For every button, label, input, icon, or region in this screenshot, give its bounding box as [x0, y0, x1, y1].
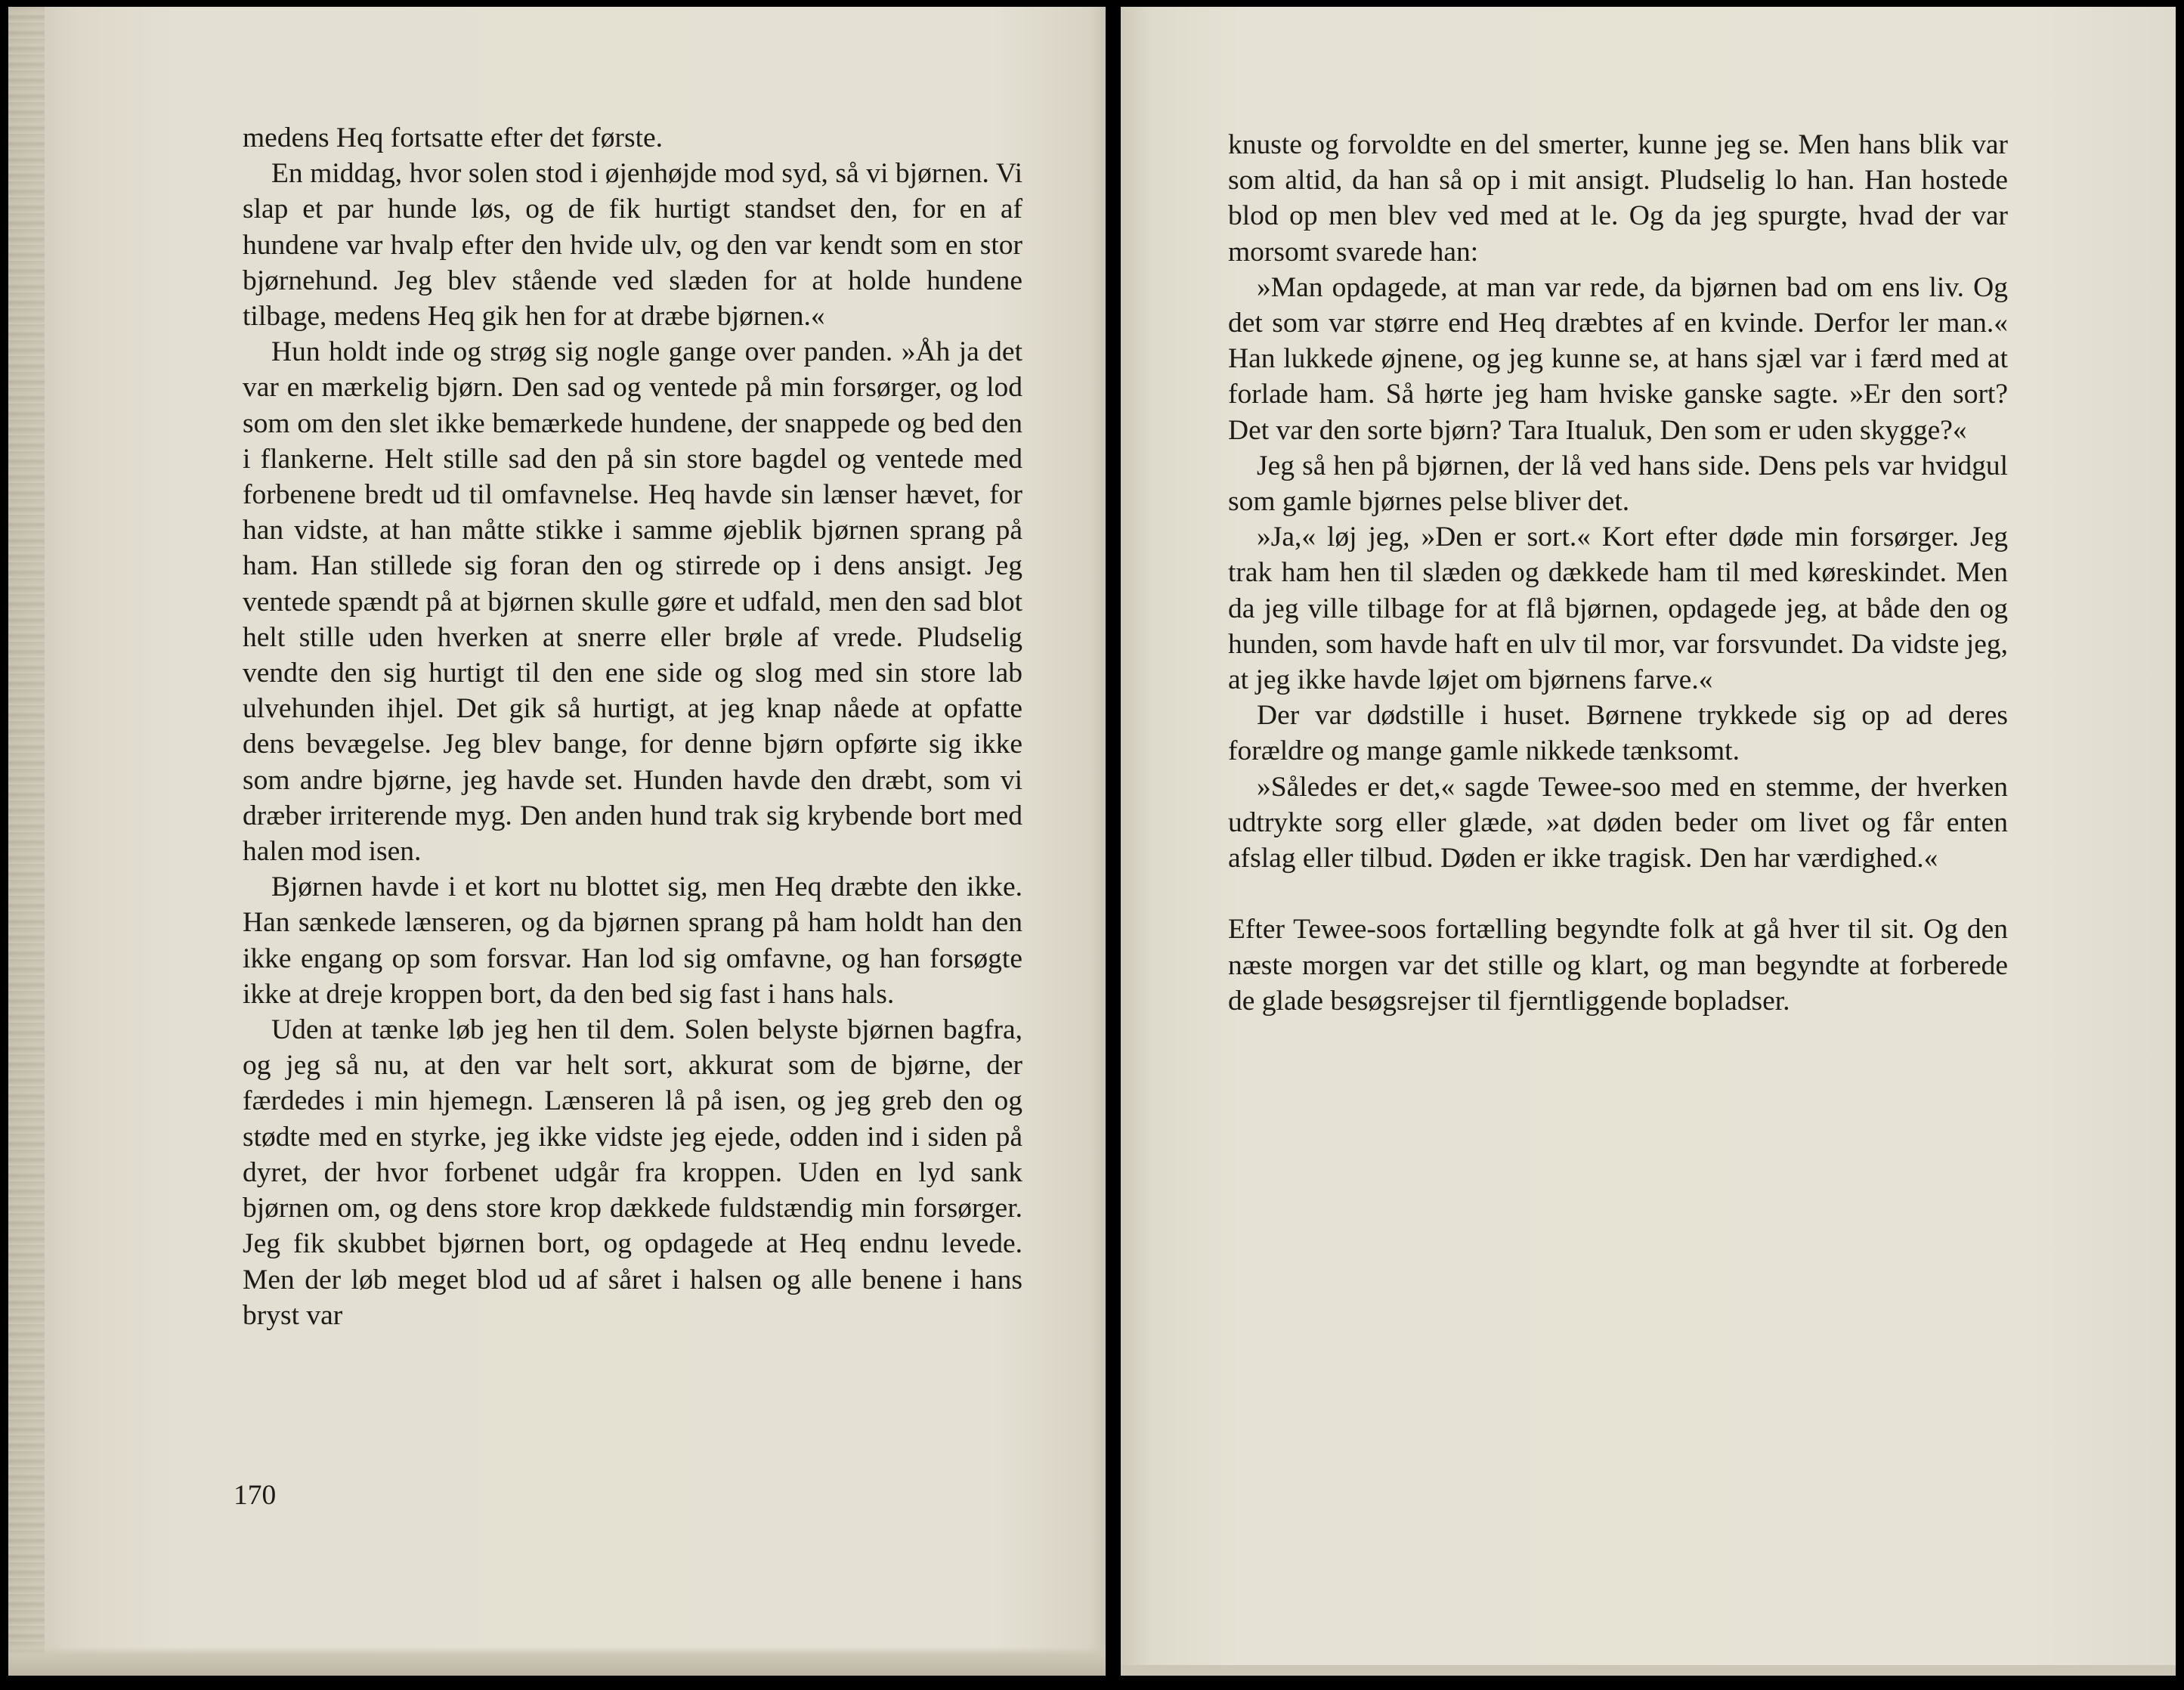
page-number: 170 — [234, 1480, 277, 1511]
left-page — [8, 7, 1106, 1676]
paragraph: En middag, hvor solen stod i øjenhøjde mod syd, så vi bjørnen. Vi slap et par hunde løs, og de fik hurtigt standset den, for en af hundene var hvalp efter den hvide ulv, og den var kendt som en stor bjørnehund. Jeg blev stående ved slæden for at holde hundene tilbage, medens Heq gik hen for at dræbe bjørnen.« — [243, 158, 1022, 333]
paragraph: Der var dødstille i huset. Børnene trykkede sig op ad deres forældre og mange gamle nikkede tænksomt. — [1228, 700, 2008, 767]
paragraph: Efter Tewee-soos fortælling begyndte folk at gå hver til sit. Og den næste morgen var det stille og klart, og man begyndte at forberede de glade besøgsrejser til fjerntliggende bopladser. — [1228, 914, 2008, 1017]
paragraph: »Ja,« løj jeg, »Den er sort.« Kort efter døde min forsørger. Jeg trak ham hen til slæden og dækkede ham til med køreskindet. Men da jeg ville tilbage for at flå bjørnen, opdagede jeg, at både den og hunden, som havde haft en ulv til mor, var forsvundet. Da vidste jeg, at jeg ikke havde løjet om bjørnens farve.« — [1228, 522, 2008, 696]
right-page-text — [1228, 127, 2008, 1019]
paragraph: medens Heq fortsatte efter det første. — [243, 122, 664, 153]
paragraph: Bjørnen havde i et kort nu blottet sig, men Heq dræbte den ikke. Han sænkede lænseren, og da bjørnen sprang på ham holdt han den ikke engang op som forsvar. Han lod sig omfavne, og han forsøgte ikke at dreje kroppen bort, da den bed sig fast i hans hals. — [243, 871, 1022, 1010]
left-page-text — [243, 120, 1022, 1333]
paragraph: Jeg så hen på bjørnen, der lå ved hans side. Dens pels var hvidgul som gamle bjørnes pelse bliver det. — [1228, 450, 2008, 518]
paragraph: »Man opdagede, at man var rede, da bjørnen bad om ens liv. Og det som var større end Heq dræbtes af en kvinde. Derfor ler man.« Han lukkede øjnene, og jeg kunne se, at hans sjæl var i færd med at forlade ham. Så hørte jeg ham hviske ganske sagte. »Er den sort? Det var den sorte bjørn? Tara Itualuk, Den som er uden skygge?« — [1228, 271, 2008, 446]
paragraph: Uden at tænke løb jeg hen til dem. Solen belyste bjørnen bagfra, og jeg så nu, at den var helt sort, akkurat som de bjørne, der færdedes i min hjemegn. Lænseren lå på isen, og jeg greb den og stødte med en styrke, jeg ikke vidste jeg ejede, odden ind i siden på dyret, der hvor forbenet udgår fra kroppen. Uden en lyd sank bjørnen om, og dens store krop dækkede fuldstændig min forsørger. Jeg fik skubbet bjørnen bort, og opdagede at Heq endnu levede. Men der løb meget blod ud af såret i halsen og alle benene i hans bryst var — [243, 1014, 1022, 1331]
paragraph: knuste og forvoldte en del smerter, kunne jeg se. Men hans blik var som altid, da han så op i mit ansigt. Pludselig lo han. Han hostede blod op men blev ved med at le. Og da jeg spurgte, hvad der var morsomt svarede han: — [1228, 129, 2008, 268]
right-page — [1121, 7, 2176, 1676]
paragraph: »Således er det,« sagde Tewee-soo med en stemme, der hverken udtrykte sorg eller glæde, »at døden beder om livet og får enten afslag eller tilbud. Døden er ikke tragisk. Den har værdighed.« — [1228, 771, 2008, 874]
paragraph: Hun holdt inde og strøg sig nogle gange over panden. »Åh ja det var en mærkelig bjørn. Den sad og ventede på min forsørger, og lod som om den slet ikke bemærkede hundene, der snappede og bed den i flankerne. Helt stille sad den på sin store bagdel og ventede med forbenene bredt ud til omfavnelse. Heq havde sin lænser hævet, for han vidste, at han måtte stikke i samme øjeblik bjørnen sprang på ham. Han stillede sig foran den og stirrede op i dens ansigt. Jeg ventede spændt på at bjørnen skulle gøre et udfald, men den sad blot helt stille uden hverken at snerre eller brøle af vrede. Pludselig vendte den sig hurtigt til den ene side og slog med sin store lab ulvehunden ihjel. Det gik så hurtigt, at jeg knap nåede at opfatte dens bevægelse. Jeg blev bange, for denne bjørn opførte sig ikke som andre bjørne, jeg havde set. Hunden havde den dræbt, som vi dræber irriterende myg. Den anden hund trak sig krybende bort med halen mod isen. — [243, 336, 1022, 868]
